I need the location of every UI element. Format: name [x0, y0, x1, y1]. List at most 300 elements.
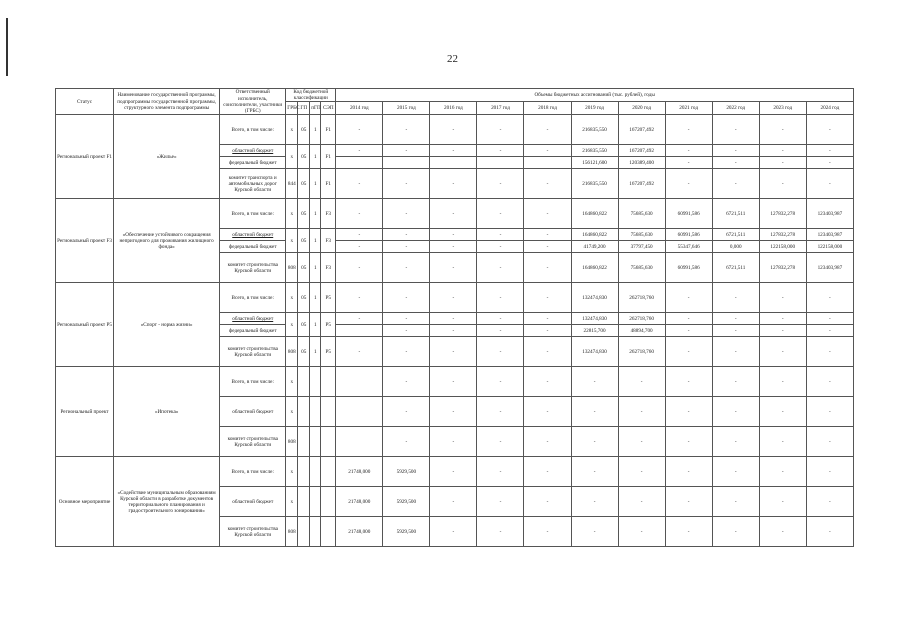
- row-code-grbs: 808: [286, 427, 298, 457]
- row-program-name: «Содействие муниципальным образованиям Курской области в разработке документов территориального планирования и градостроительного зонирования»: [114, 457, 220, 547]
- row-value: -: [759, 427, 806, 457]
- row-value: 156121,600: [571, 157, 618, 169]
- table-row: [56, 457, 854, 487]
- row-responsible: федеральный бюджет: [220, 325, 286, 337]
- row-value: -: [759, 487, 806, 517]
- row-value: -: [618, 517, 665, 547]
- row-value: -: [712, 487, 759, 517]
- row-value: -: [759, 367, 806, 397]
- table-row: [56, 367, 854, 397]
- row-value: -: [477, 517, 524, 547]
- row-value: -: [806, 427, 853, 457]
- row-value: -: [759, 169, 806, 199]
- row-value: -: [806, 337, 853, 367]
- row-code-gp: [298, 367, 310, 397]
- row-value: 262718,760: [618, 283, 665, 313]
- row-value: -: [477, 487, 524, 517]
- row-value: [336, 157, 383, 169]
- row-code-grbs: x: [286, 313, 298, 337]
- row-code-grbs: x: [286, 487, 298, 517]
- col-gp: ГП: [298, 102, 310, 115]
- row-code-gp: [298, 487, 310, 517]
- row-value: -: [665, 313, 712, 325]
- row-code-pgp: [310, 427, 321, 457]
- row-value: 132474,830: [571, 283, 618, 313]
- row-value: -: [712, 367, 759, 397]
- col-volumes: Объемы бюджетных ассигнований (тыс. рублей), годы: [336, 89, 854, 102]
- col-name: Наименование государственной программы, подпрограммы государственной программы, структурного элемента подпрограммы: [114, 89, 220, 115]
- row-status: Региональный проект F3: [56, 199, 114, 283]
- row-value: -: [665, 145, 712, 157]
- row-value: -: [524, 487, 571, 517]
- row-value: 120389,400: [618, 157, 665, 169]
- row-value: -: [712, 517, 759, 547]
- row-value: 60991,586: [665, 229, 712, 241]
- row-code-csr: F1: [321, 145, 336, 169]
- row-value: 5929,500: [383, 487, 430, 517]
- row-value: -: [665, 157, 712, 169]
- row-value: -: [806, 457, 853, 487]
- row-value: -: [524, 199, 571, 229]
- row-value: 6721,511: [712, 199, 759, 229]
- row-value: -: [759, 313, 806, 325]
- row-value: -: [383, 283, 430, 313]
- row-status: Региональный проект P5: [56, 283, 114, 367]
- row-value: -: [712, 145, 759, 157]
- row-code-grbs: x: [286, 199, 298, 229]
- row-value: -: [383, 313, 430, 325]
- row-value: -: [665, 427, 712, 457]
- row-value: 167207,492: [618, 169, 665, 199]
- row-value: -: [383, 397, 430, 427]
- row-value: -: [383, 169, 430, 199]
- row-code-gp: [298, 517, 310, 547]
- row-value: -: [383, 427, 430, 457]
- row-value: -: [806, 487, 853, 517]
- row-value: -: [618, 487, 665, 517]
- row-value: -: [430, 199, 477, 229]
- row-value: -: [524, 427, 571, 457]
- row-code-grbs: 808: [286, 517, 298, 547]
- row-value: -: [618, 457, 665, 487]
- row-value: 216835,550: [571, 169, 618, 199]
- row-responsible: комитет строительства Курской области: [220, 427, 286, 457]
- row-value: -: [524, 283, 571, 313]
- row-code-grbs: x: [286, 115, 298, 145]
- row-code-pgp: [310, 367, 321, 397]
- row-responsible: комитет транспорта и автомобильных дорог Курской области: [220, 169, 286, 199]
- row-value: -: [524, 115, 571, 145]
- row-value: -: [665, 457, 712, 487]
- row-value: -: [712, 313, 759, 325]
- row-code-csr: P5: [321, 283, 336, 313]
- row-value: -: [759, 337, 806, 367]
- row-value: -: [336, 115, 383, 145]
- row-responsible: Всего, в том числе:: [220, 367, 286, 397]
- row-value: -: [665, 367, 712, 397]
- row-code-pgp: 1: [310, 115, 321, 145]
- row-code-gp: 05: [298, 115, 310, 145]
- row-code-grbs: x: [286, 229, 298, 253]
- row-value: -: [336, 241, 383, 253]
- row-responsible: Всего, в том числе:: [220, 115, 286, 145]
- row-value: -: [430, 115, 477, 145]
- row-value: -: [759, 115, 806, 145]
- row-value: [430, 157, 477, 169]
- row-value: [336, 427, 383, 457]
- row-value: -: [665, 115, 712, 145]
- row-value: -: [759, 457, 806, 487]
- row-code-pgp: [310, 457, 321, 487]
- row-value: -: [430, 313, 477, 325]
- row-value: 122158,000: [806, 241, 853, 253]
- row-value: -: [336, 169, 383, 199]
- row-value: -: [571, 457, 618, 487]
- col-year: 2020 год: [618, 102, 665, 115]
- row-value: -: [336, 145, 383, 157]
- row-value: -: [665, 517, 712, 547]
- table-row: [56, 283, 854, 313]
- row-value: [336, 367, 383, 397]
- row-value: -: [524, 169, 571, 199]
- row-value: -: [477, 253, 524, 283]
- col-status: Статус: [56, 89, 114, 115]
- row-value: -: [806, 517, 853, 547]
- row-value: 164860,822: [571, 229, 618, 241]
- row-code-pgp: 1: [310, 199, 321, 229]
- row-value: -: [430, 337, 477, 367]
- row-value: 216835,550: [571, 145, 618, 157]
- row-code-csr: [321, 487, 336, 517]
- row-value: -: [524, 313, 571, 325]
- row-value: -: [524, 253, 571, 283]
- col-year: 2024 год: [806, 102, 853, 115]
- row-code-gp: [298, 457, 310, 487]
- row-value: -: [712, 283, 759, 313]
- row-value: 132474,830: [571, 313, 618, 325]
- row-responsible: Всего, в том числе:: [220, 199, 286, 229]
- row-value: -: [806, 145, 853, 157]
- row-value: 127832,278: [759, 253, 806, 283]
- row-value: -: [477, 397, 524, 427]
- row-code-pgp: [310, 397, 321, 427]
- row-code-csr: F3: [321, 229, 336, 253]
- col-year: 2021 год: [665, 102, 712, 115]
- row-value: 60991,586: [665, 199, 712, 229]
- row-value: -: [712, 169, 759, 199]
- row-value: -: [665, 283, 712, 313]
- row-code-gp: 05: [298, 313, 310, 337]
- row-program-name: «Жилье»: [114, 115, 220, 199]
- row-value: -: [383, 367, 430, 397]
- row-value: -: [759, 325, 806, 337]
- row-responsible: областной бюджет: [220, 229, 286, 241]
- row-value: -: [477, 283, 524, 313]
- row-value: 127832,278: [759, 199, 806, 229]
- row-code-pgp: 1: [310, 253, 321, 283]
- row-value: 75685,630: [618, 199, 665, 229]
- row-code-grbs: x: [286, 397, 298, 427]
- row-code-pgp: [310, 487, 321, 517]
- col-year: 2019 год: [571, 102, 618, 115]
- row-value: -: [430, 229, 477, 241]
- row-value: -: [665, 487, 712, 517]
- row-value: -: [336, 313, 383, 325]
- row-value: -: [430, 487, 477, 517]
- row-value: 164860,822: [571, 253, 618, 283]
- row-code-grbs: x: [286, 457, 298, 487]
- row-value: -: [618, 367, 665, 397]
- row-value: -: [524, 241, 571, 253]
- row-value: 55347,646: [665, 241, 712, 253]
- row-responsible: областной бюджет: [220, 487, 286, 517]
- col-year: 2023 год: [759, 102, 806, 115]
- row-code-pgp: 1: [310, 229, 321, 253]
- col-year: 2018 год: [524, 102, 571, 115]
- row-code-gp: 05: [298, 229, 310, 253]
- row-value: -: [806, 397, 853, 427]
- row-responsible: Всего, в том числе:: [220, 283, 286, 313]
- row-value: 21748,000: [336, 457, 383, 487]
- row-value: 48894,700: [618, 325, 665, 337]
- budget-table: [55, 88, 854, 547]
- row-responsible: областной бюджет: [220, 145, 286, 157]
- row-responsible: Всего, в том числе:: [220, 457, 286, 487]
- row-value: 22815,700: [571, 325, 618, 337]
- row-value: -: [477, 199, 524, 229]
- row-status: Основное мероприятие: [56, 457, 114, 547]
- row-value: -: [430, 367, 477, 397]
- row-value: 122158,000: [759, 241, 806, 253]
- row-value: -: [524, 457, 571, 487]
- row-value: 123403,987: [806, 253, 853, 283]
- row-value: -: [336, 253, 383, 283]
- row-responsible: федеральный бюджет: [220, 241, 286, 253]
- row-code-gp: 05: [298, 253, 310, 283]
- row-value: -: [477, 337, 524, 367]
- row-value: -: [806, 169, 853, 199]
- col-budget-code: Код бюджетной классификации: [286, 89, 336, 102]
- row-code-csr: [321, 517, 336, 547]
- col-year: 2022 год: [712, 102, 759, 115]
- col-year: 2017 год: [477, 102, 524, 115]
- row-value: -: [383, 337, 430, 367]
- row-code-gp: 05: [298, 337, 310, 367]
- row-value: -: [665, 337, 712, 367]
- row-code-csr: F1: [321, 169, 336, 199]
- row-code-pgp: 1: [310, 283, 321, 313]
- row-value: -: [383, 115, 430, 145]
- row-code-csr: [321, 367, 336, 397]
- row-value: -: [618, 397, 665, 427]
- row-code-grbs: x: [286, 145, 298, 169]
- row-value: -: [571, 367, 618, 397]
- row-value: -: [430, 241, 477, 253]
- row-responsible: комитет строительства Курской области: [220, 517, 286, 547]
- row-program-name: «Обеспечение устойчивого сокращения непригодного для проживания жилищного фонда»: [114, 199, 220, 283]
- row-value: 123403,987: [806, 229, 853, 241]
- row-code-gp: [298, 397, 310, 427]
- row-value: [336, 397, 383, 427]
- row-value: [383, 157, 430, 169]
- row-value: -: [665, 169, 712, 199]
- row-code-gp: 05: [298, 145, 310, 169]
- row-value: [336, 325, 383, 337]
- row-value: -: [524, 145, 571, 157]
- row-responsible: областной бюджет: [220, 313, 286, 325]
- row-value: -: [618, 427, 665, 457]
- row-code-pgp: [310, 517, 321, 547]
- row-code-pgp: 1: [310, 313, 321, 337]
- row-value: -: [712, 427, 759, 457]
- row-value: -: [477, 313, 524, 325]
- row-value: 6721,511: [712, 229, 759, 241]
- row-program-name: «Ипотека»: [114, 367, 220, 457]
- row-value: -: [524, 397, 571, 427]
- row-value: -: [524, 229, 571, 241]
- row-value: 21748,000: [336, 517, 383, 547]
- col-year: 2014 год: [336, 102, 383, 115]
- row-value: -: [806, 157, 853, 169]
- row-value: [524, 157, 571, 169]
- row-value: -: [477, 241, 524, 253]
- row-value: -: [477, 169, 524, 199]
- row-value: -: [759, 145, 806, 157]
- row-value: -: [430, 427, 477, 457]
- row-value: -: [665, 397, 712, 427]
- row-value: -: [712, 457, 759, 487]
- row-value: -: [383, 253, 430, 283]
- row-value: -: [806, 115, 853, 145]
- row-value: -: [336, 199, 383, 229]
- row-value: -: [430, 325, 477, 337]
- row-value: 262718,760: [618, 313, 665, 325]
- row-code-pgp: 1: [310, 169, 321, 199]
- row-value: -: [712, 397, 759, 427]
- row-value: 5929,500: [383, 517, 430, 547]
- row-value: 41749,200: [571, 241, 618, 253]
- row-code-gp: 05: [298, 283, 310, 313]
- row-value: -: [383, 199, 430, 229]
- row-code-grbs: x: [286, 283, 298, 313]
- row-value: -: [571, 517, 618, 547]
- row-value: -: [806, 325, 853, 337]
- table-row: [56, 199, 854, 229]
- col-pgp: пГП: [310, 102, 321, 115]
- row-code-gp: 05: [298, 169, 310, 199]
- row-responsible: комитет строительства Курской области: [220, 337, 286, 367]
- table-row: [56, 115, 854, 145]
- row-value: 127832,278: [759, 229, 806, 241]
- row-value: -: [806, 313, 853, 325]
- row-value: -: [383, 145, 430, 157]
- row-value: -: [430, 397, 477, 427]
- row-responsible: областной бюджет: [220, 397, 286, 427]
- row-value: -: [477, 427, 524, 457]
- col-year: 2015 год: [383, 102, 430, 115]
- row-value: 216835,550: [571, 115, 618, 145]
- row-value: 75685,630: [618, 229, 665, 241]
- row-value: -: [477, 325, 524, 337]
- row-value: -: [477, 115, 524, 145]
- row-value: -: [383, 325, 430, 337]
- row-code-pgp: 1: [310, 145, 321, 169]
- col-grbs: ГРБС: [286, 102, 298, 115]
- header-row-1: [56, 89, 854, 102]
- row-value: -: [759, 283, 806, 313]
- row-value: 262718,760: [618, 337, 665, 367]
- row-value: -: [712, 115, 759, 145]
- page-number: 22: [447, 53, 458, 65]
- row-value: -: [524, 367, 571, 397]
- row-value: -: [430, 517, 477, 547]
- row-value: -: [524, 325, 571, 337]
- row-status: Региональный проект: [56, 367, 114, 457]
- row-code-csr: P5: [321, 337, 336, 367]
- row-value: -: [477, 367, 524, 397]
- row-value: -: [430, 253, 477, 283]
- row-code-csr: [321, 427, 336, 457]
- row-code-gp: [298, 427, 310, 457]
- row-value: [477, 157, 524, 169]
- row-value: -: [430, 457, 477, 487]
- row-code-grbs: x: [286, 367, 298, 397]
- row-value: 0,000: [712, 241, 759, 253]
- row-value: 37797,450: [618, 241, 665, 253]
- row-value: -: [712, 157, 759, 169]
- row-code-pgp: 1: [310, 337, 321, 367]
- row-value: -: [759, 157, 806, 169]
- row-value: -: [806, 367, 853, 397]
- row-value: -: [759, 397, 806, 427]
- row-code-gp: 05: [298, 199, 310, 229]
- row-value: -: [430, 283, 477, 313]
- row-status: Региональный проект F1: [56, 115, 114, 199]
- col-responsible: Ответственный исполнитель, соисполнители, участники (ГРБС): [220, 89, 286, 115]
- table-body: [56, 115, 854, 547]
- scan-edge-mark: [6, 18, 8, 76]
- row-value: 132474,830: [571, 337, 618, 367]
- row-value: -: [665, 325, 712, 337]
- row-value: -: [759, 517, 806, 547]
- row-value: -: [571, 427, 618, 457]
- row-value: -: [524, 337, 571, 367]
- row-value: -: [477, 457, 524, 487]
- col-csr: СЭП: [321, 102, 336, 115]
- row-value: -: [383, 241, 430, 253]
- col-year: 2016 год: [430, 102, 477, 115]
- row-value: 75685,630: [618, 253, 665, 283]
- row-value: -: [430, 169, 477, 199]
- row-code-csr: [321, 397, 336, 427]
- row-value: -: [336, 337, 383, 367]
- row-value: 167207,492: [618, 145, 665, 157]
- row-value: -: [712, 337, 759, 367]
- row-responsible: федеральный бюджет: [220, 157, 286, 169]
- row-value: 5929,500: [383, 457, 430, 487]
- row-value: 164860,822: [571, 199, 618, 229]
- row-value: -: [336, 283, 383, 313]
- row-value: -: [524, 517, 571, 547]
- row-value: -: [712, 325, 759, 337]
- row-code-csr: [321, 457, 336, 487]
- row-value: 123403,987: [806, 199, 853, 229]
- row-value: 60991,586: [665, 253, 712, 283]
- row-value: -: [477, 145, 524, 157]
- row-code-csr: F1: [321, 115, 336, 145]
- row-value: -: [336, 229, 383, 241]
- row-value: -: [571, 397, 618, 427]
